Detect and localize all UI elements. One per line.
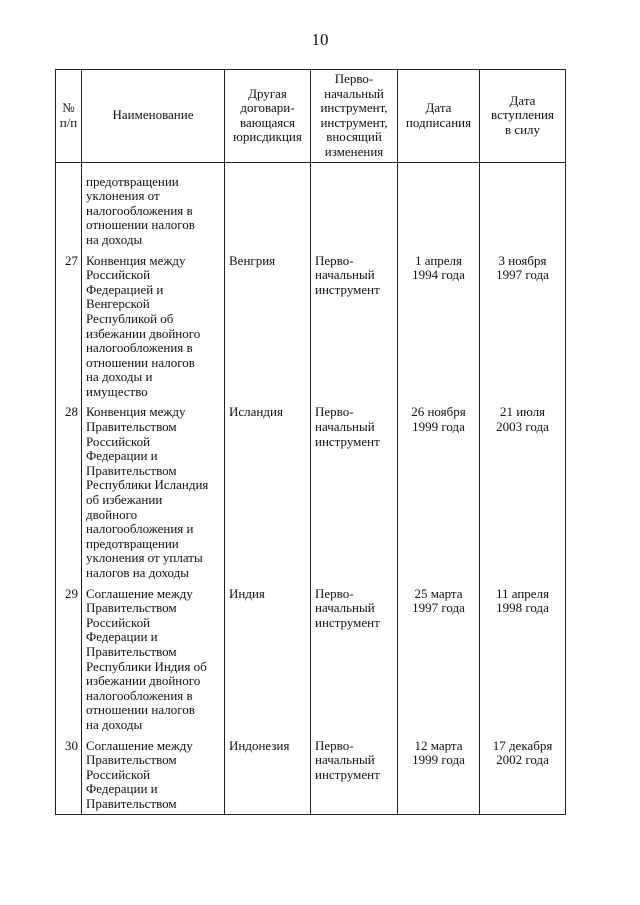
cell-line: Правительством <box>86 795 177 811</box>
cell-instrument <box>311 587 398 739</box>
cell-line: Федерацией и <box>86 281 164 297</box>
cell-line: избежании двойного <box>86 673 201 689</box>
header-line: юрисдикция <box>233 129 302 145</box>
cell-name <box>82 254 225 406</box>
cell-line: двойного <box>86 506 138 522</box>
cell-line: Венгерской <box>86 296 150 312</box>
header-line: изменения <box>324 143 384 159</box>
cell-line: налогообложения в <box>86 202 193 218</box>
cell-line: Исландия <box>229 404 283 420</box>
cell-line: отношении налогов <box>86 217 195 233</box>
cell-line: Федерации и <box>86 629 158 645</box>
cell-jurisdiction <box>225 587 311 739</box>
cell-line: налогообложения и <box>86 521 194 537</box>
page-number: 10 <box>311 30 329 49</box>
cell-signed-date <box>398 405 480 586</box>
header-signed-date <box>398 70 480 163</box>
cell-effective-date <box>480 739 566 814</box>
cell-jurisdiction <box>225 254 311 406</box>
cell-line: инструмент <box>315 766 380 782</box>
cell-line: на доходы и <box>86 369 153 385</box>
cell-line: имущество <box>86 383 148 399</box>
table-row <box>56 162 566 253</box>
cell-line: Федерации и <box>86 781 158 797</box>
table-header-row <box>56 70 566 163</box>
cell-line: Соглашение между <box>86 737 193 753</box>
header-line: Другая <box>248 85 287 101</box>
cell-line: инструмент <box>315 614 380 630</box>
cell-line: отношении налогов <box>86 354 195 370</box>
cell-line: Российской <box>86 433 151 449</box>
header-line: п/п <box>59 114 78 130</box>
cell-number: 27 <box>56 254 82 406</box>
cell-instrument <box>311 405 398 586</box>
cell-line: налогов на доходы <box>86 565 189 580</box>
cell-line: Республикой об <box>86 310 174 326</box>
header-line: вступления <box>491 107 554 123</box>
cell-number: 29 <box>56 587 82 739</box>
cell-signed-date <box>398 739 480 814</box>
header-line: № <box>62 100 75 116</box>
header-line: в силу <box>504 122 541 138</box>
cell-line: Правительством <box>86 462 177 478</box>
cell-line: Перво- <box>315 404 354 420</box>
header-number <box>56 70 82 163</box>
cell-line: Правительством <box>86 752 177 768</box>
cell-instrument <box>311 162 398 253</box>
table-row <box>56 405 566 586</box>
header-line: Наименование <box>112 107 194 123</box>
cell-line: предотвращении <box>86 535 179 551</box>
cell-line: инструмент <box>315 433 380 449</box>
cell-line: 1 апреля <box>414 252 463 268</box>
cell-line: Конвенция между <box>86 252 186 268</box>
treaty-table <box>55 69 566 815</box>
header-effective-date <box>480 70 566 163</box>
cell-line: Российской <box>86 614 151 630</box>
cell-line: Республики Индия об <box>86 658 207 674</box>
table-row <box>56 739 566 814</box>
cell-line: 1999 года <box>412 752 465 768</box>
cell-line: Российской <box>86 766 151 782</box>
cell-line: отношении налогов <box>86 702 195 718</box>
cell-line: 17 декабря <box>492 737 553 753</box>
header-line: инструмент, <box>320 114 388 130</box>
cell-line: Перво- <box>315 585 354 601</box>
cell-number: 30 <box>56 739 82 814</box>
cell-line: Республики Исландия <box>86 477 209 493</box>
cell-effective-date <box>480 405 566 586</box>
cell-line: 2003 года <box>496 419 549 435</box>
header-jurisdiction <box>225 70 311 163</box>
cell-line: Правительством <box>86 419 177 435</box>
cell-line: начальный <box>315 600 375 616</box>
cell-line: Индонезия <box>229 737 290 753</box>
cell-line: Конвенция между <box>86 404 186 420</box>
header-instrument <box>311 70 398 163</box>
cell-signed-date <box>398 587 480 739</box>
table-body <box>56 162 566 814</box>
header-line: вносящий <box>326 129 382 145</box>
cell-line: 1999 года <box>412 419 465 435</box>
cell-line: начальный <box>315 419 375 435</box>
cell-line: 12 марта <box>414 737 463 753</box>
cell-line: 1994 года <box>412 267 465 283</box>
header-line: Дата <box>425 100 452 116</box>
cell-jurisdiction <box>225 162 311 253</box>
cell-line: налогообложения в <box>86 340 193 356</box>
cell-effective-date <box>480 587 566 739</box>
header-line: договари- <box>240 100 295 116</box>
header-line: начальный <box>324 85 384 101</box>
cell-line: 3 ноября <box>498 252 547 268</box>
cell-line: 21 июля <box>499 404 546 420</box>
cell-line: предотвращении <box>86 173 179 189</box>
cell-line: 2002 года <box>496 752 549 768</box>
header-name <box>82 70 225 163</box>
cell-number: 28 <box>56 405 82 586</box>
cell-line: Перво- <box>315 252 354 268</box>
cell-line: Венгрия <box>229 252 276 268</box>
cell-line: инструмент <box>315 281 380 297</box>
cell-line: на доходы <box>86 231 143 247</box>
cell-signed-date <box>398 254 480 406</box>
cell-line: Правительством <box>86 643 177 659</box>
cell-name <box>82 162 225 253</box>
cell-signed-date <box>398 162 480 253</box>
table-row <box>56 587 566 739</box>
cell-effective-date <box>480 254 566 406</box>
header-line: Перво- <box>334 71 374 86</box>
cell-name <box>82 405 225 586</box>
cell-name <box>82 739 225 814</box>
cell-line: начальный <box>315 752 375 768</box>
cell-line: Правительством <box>86 600 177 616</box>
cell-line: 11 апреля <box>495 585 550 601</box>
cell-line: 26 ноября <box>411 404 466 420</box>
header-line: подписания <box>405 114 472 130</box>
cell-line: Соглашение между <box>86 585 193 601</box>
cell-line: об избежании <box>86 492 163 508</box>
cell-line: уклонения от <box>86 188 160 204</box>
cell-line: уклонения от уплаты <box>86 550 203 566</box>
cell-line: Индия <box>229 585 265 601</box>
cell-effective-date <box>480 162 566 253</box>
cell-instrument <box>311 254 398 406</box>
cell-instrument <box>311 739 398 814</box>
cell-line: на доходы <box>86 716 143 732</box>
cell-line: 1997 года <box>412 600 465 616</box>
cell-jurisdiction <box>225 405 311 586</box>
cell-number <box>56 162 82 253</box>
cell-line: налогообложения в <box>86 687 193 703</box>
cell-name <box>82 587 225 739</box>
cell-line: 1998 года <box>496 600 549 616</box>
cell-line: 25 марта <box>414 585 463 601</box>
cell-line: 1997 года <box>496 267 549 283</box>
header-line: вающаяся <box>240 114 295 130</box>
cell-line: Перво- <box>315 737 354 753</box>
header-line: Дата <box>509 92 536 108</box>
cell-line: избежании двойного <box>86 325 201 341</box>
cell-line: начальный <box>315 267 375 283</box>
header-line: инструмент, <box>320 100 388 116</box>
cell-line: Российской <box>86 267 151 283</box>
cell-jurisdiction <box>225 739 311 814</box>
cell-line: Федерации и <box>86 448 158 464</box>
table-row <box>56 254 566 406</box>
